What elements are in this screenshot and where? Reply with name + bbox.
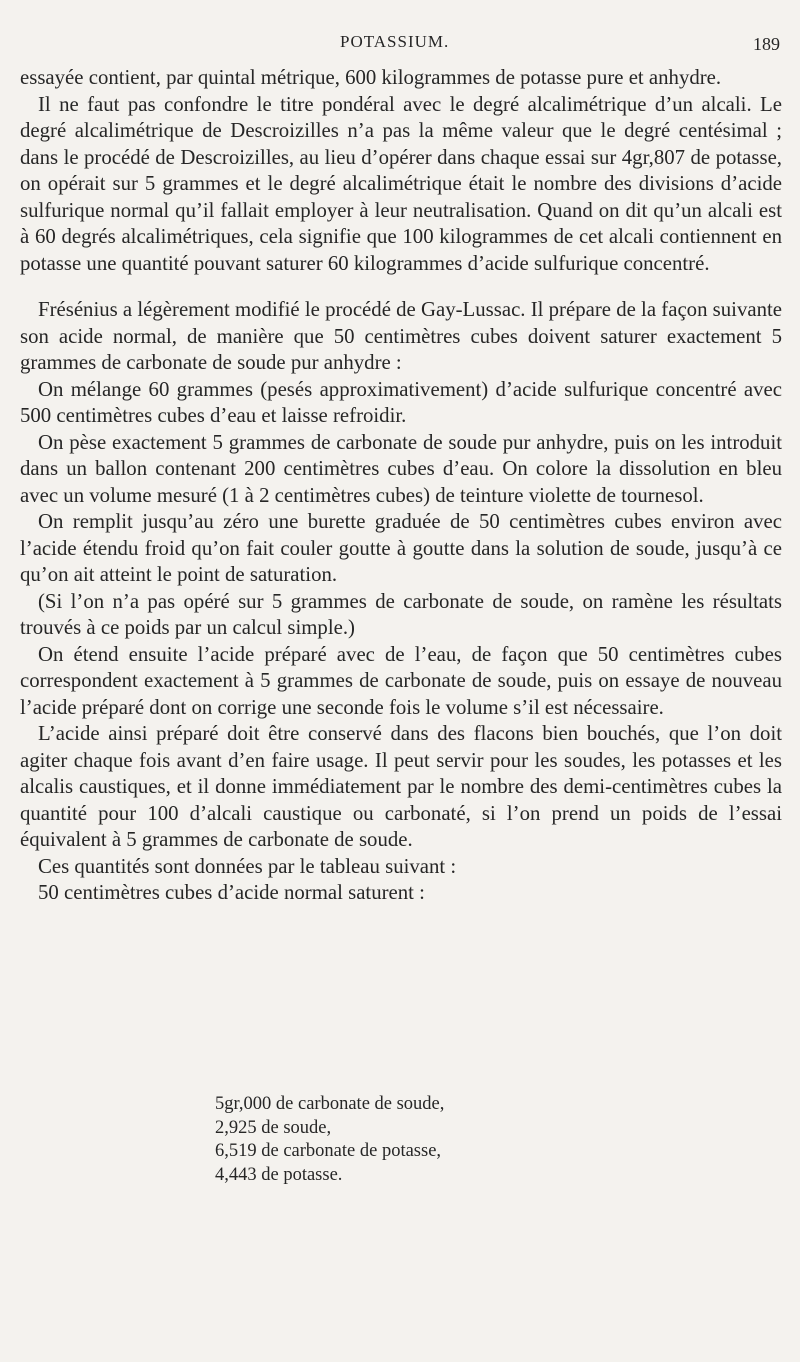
paragraph: (Si l’on n’a pas opéré sur 5 grammes de carbonate de soude, on ramène les résultats trouvés à ce poids par un calcul simple.) [20,589,782,639]
result-line: 4,443 de potasse. [215,1164,343,1185]
running-title: POTASSIUM. [340,32,450,51]
paragraph: On remplit jusqu’au zéro une burette graduée de 50 centimètres cubes environ avec l’acide étendu froid qu’on fait couler goutte à goutte dans la solution de soude, jusqu’à ce qu’on ait atteint le point de saturation. [20,510,782,586]
paragraph: Frésénius a légèrement modifié le procédé de Gay-Lussac. Il prépare de la façon suivante son acide normal, de manière que 50 centimètres cubes doivent saturer exactement 5 grammes de carbonate de soude pur anhydre : [20,298,782,374]
result-line: 6,519 de carbonate de potasse, [215,1141,442,1162]
body-text [20,65,782,907]
paragraph: L’acide ainsi préparé doit être conservé dans des flacons bien bouchés, que l’on doit agiter chaque fois avant d’en faire usage. Il peut servir pour les soudes, les potasses et les alcalis caustiques, et il donne immédiatement par le nombre des demi-centimètres cubes la quantité pour 100 d’alcali caustique ou carbonaté, si l’on prend un poids de l’essai équivalent à 5 grammes de carbonate de soude. [20,722,782,851]
paragraph: essayée contient, par quintal métrique, 600 kilogrammes de potasse pure et anhydre. [20,66,722,89]
paragraph: 50 centimètres cubes d’acide normal saturent : [38,881,425,904]
paragraph: Il ne faut pas confondre le titre pondéral avec le degré alcalimétrique d’un alcali. Le degré alcalimétrique de Descroizilles n’a pas la même valeur que le degré centésimal ; dans le procédé de Descroizilles, au lieu d’opérer dans chaque essai sur 4gr,807 de potasse, on opérait sur 5 grammes et le degré alcalimétrique était le nombre des divisions d’acide sulfurique normal qu’il fallait employer à leur neutralisation. Quand on dit qu’un alcali est à 60 degrés alcalimétriques, cela signifie que 100 kilogrammes de cet alcali contiennent en potasse une quantité pouvant saturer 60 kilogrammes d’acide sulfurique concentré. [20,92,782,275]
result-line: 2,925 de soude, [215,1117,332,1138]
paragraph: Ces quantités sont données par le tableau suivant : [38,854,457,878]
running-head [0,30,800,58]
saturation-results-list [215,1093,444,1187]
result-line: 5gr,000 de carbonate de soude, [215,1094,445,1114]
paragraph: On mélange 60 grammes (pesés approximativement) d’acide sulfurique concentré avec 500 centimètres cubes d’eau et laisse refroidir. [20,377,782,427]
paragraph: On pèse exactement 5 grammes de carbonate de soude pur anhydre, puis on les introduit dans un ballon contenant 200 centimètres cubes d’eau. On colore la dissolution en bleu avec un volume mesuré (1 à 2 centimètres cubes) de teinture violette de tournesol. [20,430,782,507]
page-number: 189 [753,34,780,54]
paragraph: On étend ensuite l’acide préparé avec de l’eau, de façon que 50 centimètres cubes correspondent exactement à 5 grammes de carbonate de soude, puis on essaye de nouveau l’acide préparé dont on corrige une seconde fois le volume s’il est nécessaire. [20,642,782,719]
